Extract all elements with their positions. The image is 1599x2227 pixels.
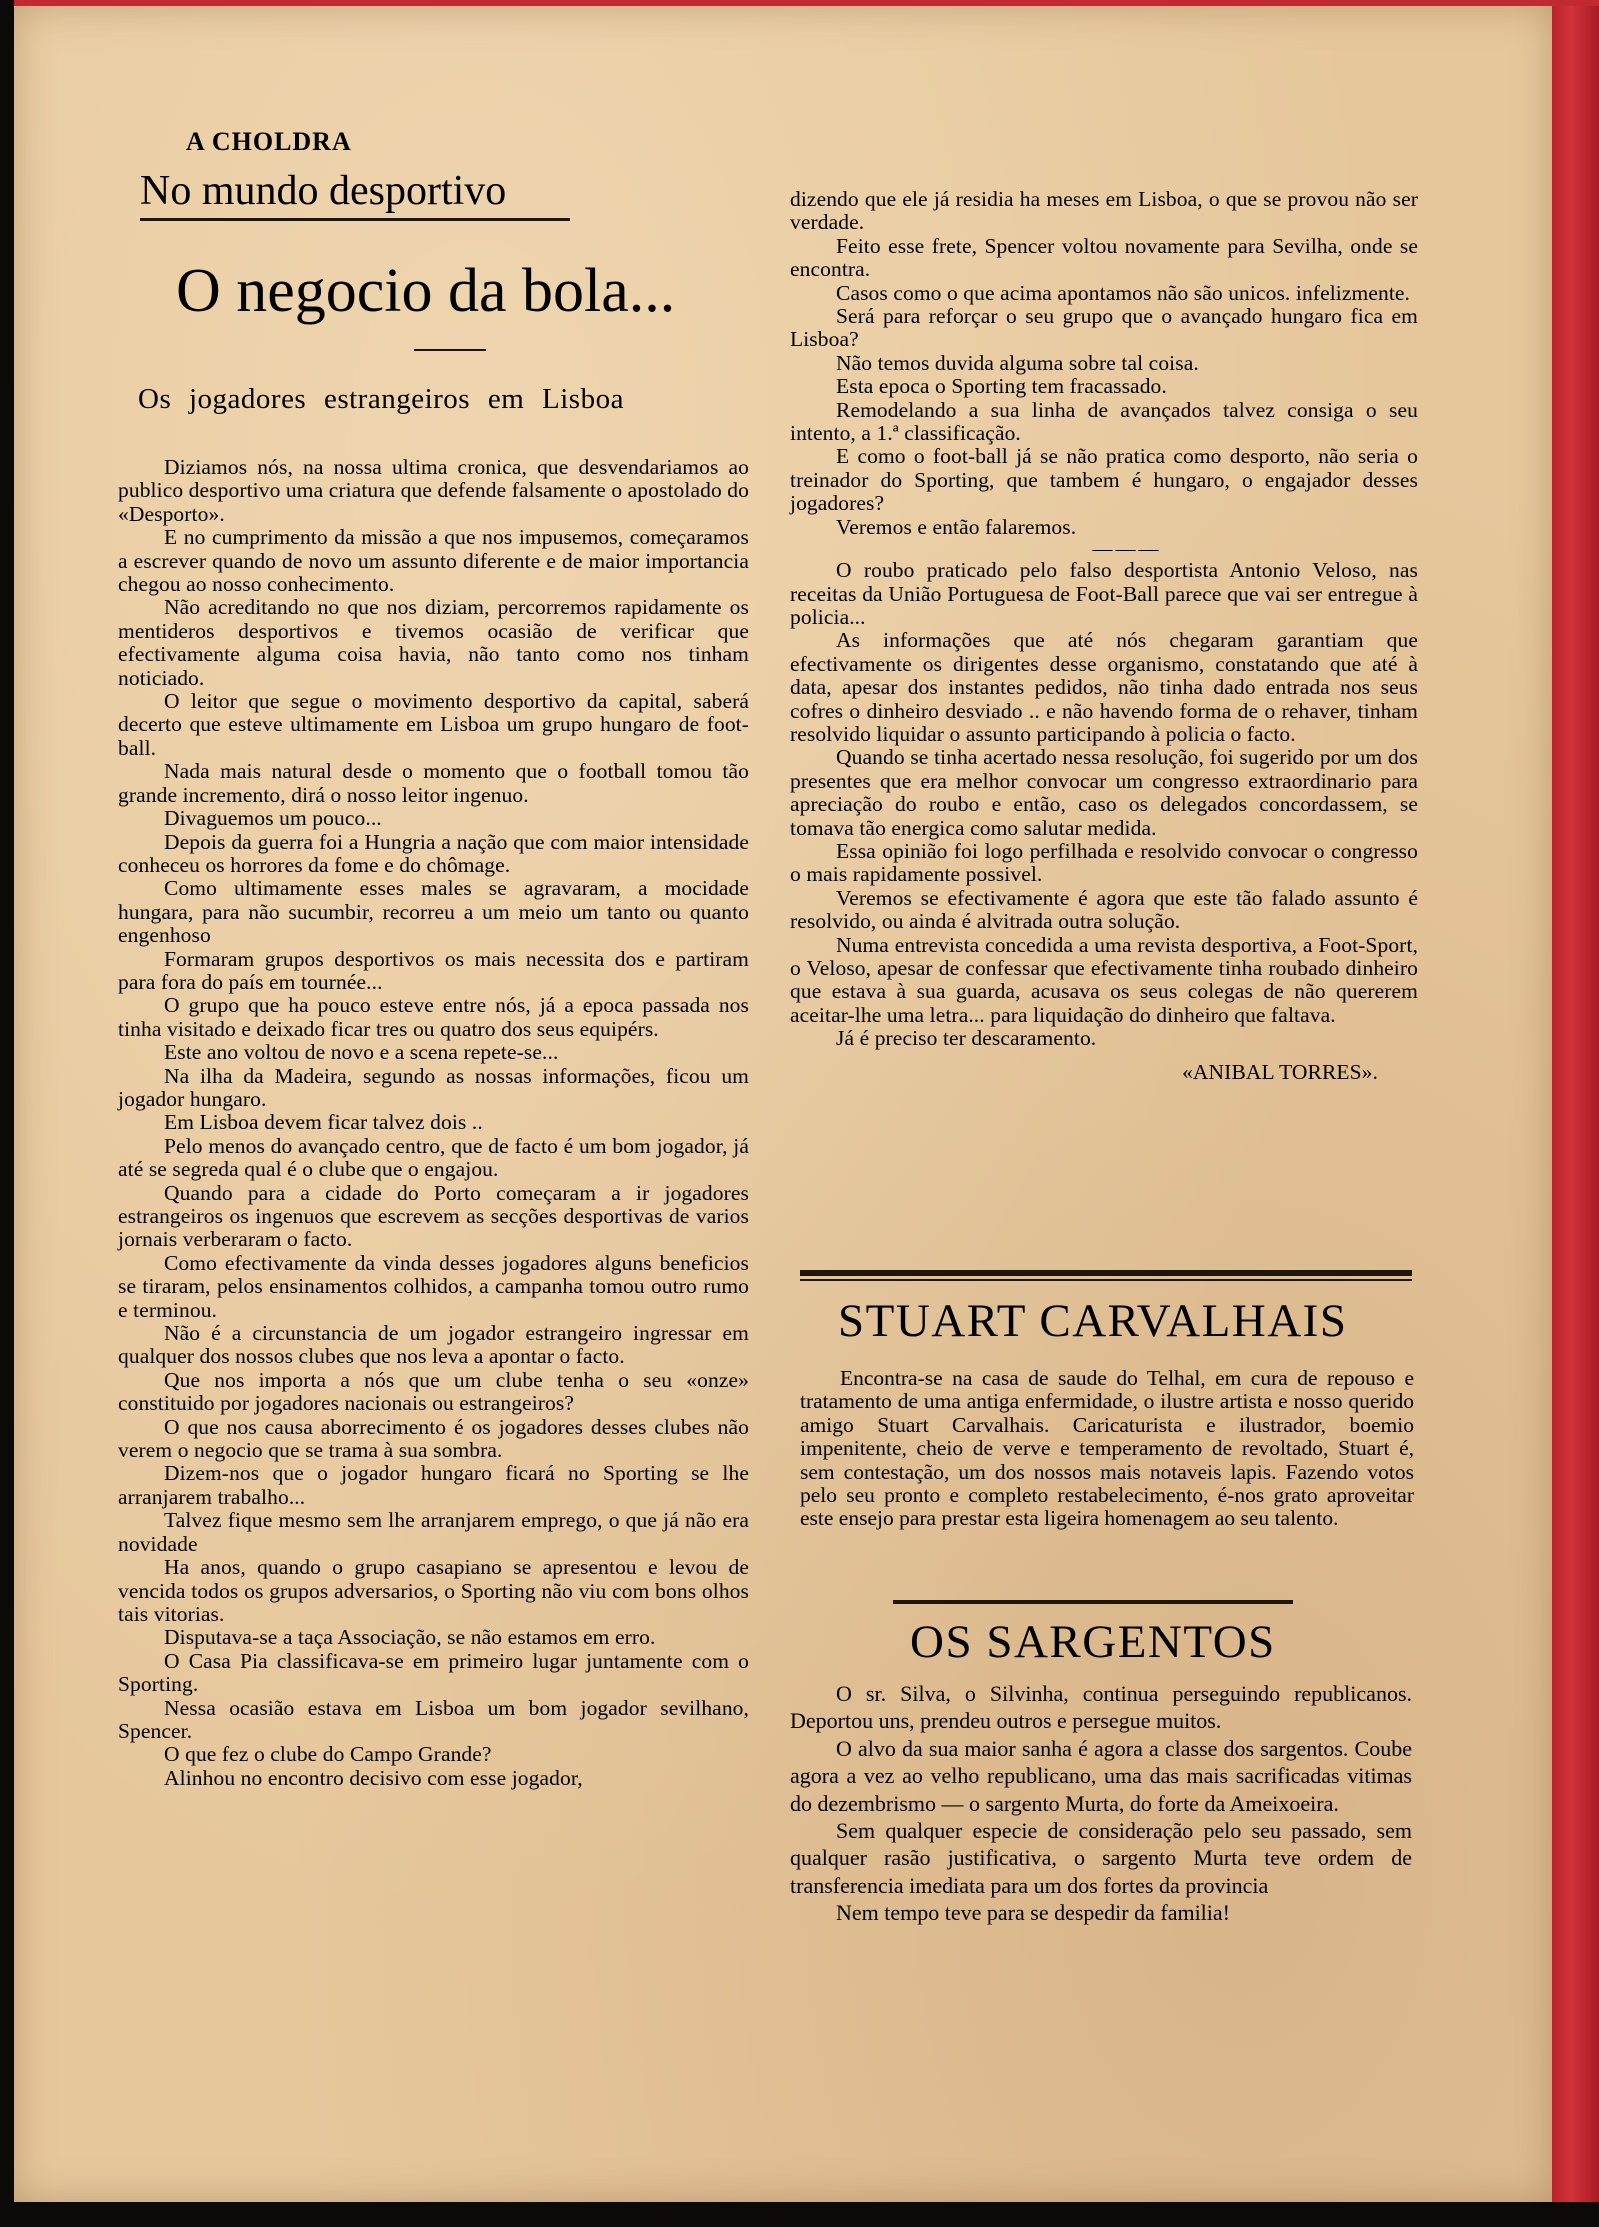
section-separator: ——— — [1092, 538, 1162, 561]
publication-header: A CHOLDRA — [186, 127, 352, 156]
paragraph: Depois da guerra foi a Hungria a nação que com maior intensidade conheceu os horrores da fome e do chômage. — [118, 829, 749, 877]
paragraph: Talvez fique mesmo sem lhe arranjarem emprego, o que já não era novidade — [118, 1508, 749, 1556]
paragraph: E como o foot-ball já se não pratica como desporto, não seria o treinador do Sporting, que tambem é hungaro, o engajador desses jogadores? — [790, 444, 1418, 516]
article-column-right — [790, 188, 1418, 1084]
author-signature: «ANIBAL TORRES». — [1182, 1059, 1378, 1084]
paragraph: Nessa ocasião estava em Lisboa um bom jogador sevilhano, Spencer. — [118, 1695, 749, 1743]
paragraph: Nem tempo teve para se despedir da familia! — [836, 1900, 1231, 1926]
paragraph: Essa opinião foi logo perfilhada e resolvido convocar o congresso o mais rapidamente possivel. — [790, 838, 1418, 887]
paragraph: Em Lisboa devem ficar talvez dois .. — [164, 1110, 483, 1135]
sargentos-title: OS SARGENTOS — [910, 1616, 1276, 1668]
paragraph: Ha anos, quando o grupo casapiano se apresentou e levou de vencida todos os grupos adversarios, o Sporting não viu com bons olhos tais vitorias. — [118, 1555, 749, 1626]
paragraph: Quando se tinha acertado nessa resolução, foi sugerido por um dos presentes que era melhor convocar um congresso extraordinario para apreciação do roubo e então, caso os delegados concordassem, se tomava tão energica como salutar medida. — [790, 745, 1418, 840]
paragraph: O que nos causa aborrecimento é os jogadores desses clubes não verem o negocio que se trama à sua sombra. — [118, 1414, 749, 1463]
paragraph: Na ilha da Madeira, segundo as nossas informações, ficou um jogador hungaro. — [118, 1063, 749, 1111]
paragraph: Não é a circunstancia de um jogador estrangeiro ingressar em qualquer dos nossos clubes que nos leva a apontar o facto. — [118, 1321, 749, 1369]
paragraph: Será para reforçar o seu grupo que o avançado hungaro fica em Lisboa? — [790, 304, 1418, 352]
paragraph: Diziamos nós, na nossa ultima cronica, que desvendariamos ao publico desportivo uma criatura que defende falsamente o apostolado do «Desporto». — [118, 455, 749, 526]
paragraph: Veremos e então falaremos. — [836, 514, 1077, 539]
paragraph: Divaguemos um pouco... — [164, 806, 382, 831]
paragraph: Dizem-nos que o jogador hungaro ficará no Sporting se lhe arranjarem trabalho... — [118, 1461, 749, 1509]
paragraph: O Casa Pia classificava-se em primeiro lugar juntamente com o Sporting. — [118, 1648, 749, 1697]
paragraph: Já é preciso ter descaramento. — [836, 1026, 1097, 1051]
article-headline: O negocio da bola... — [176, 257, 676, 325]
paragraph: Não temos duvida alguma sobre tal coisa. — [836, 350, 1199, 375]
bleed-through-area — [1484, 1186, 1544, 2086]
cover-edge — [1552, 6, 1599, 2202]
paragraph: Formaram grupos desportivos os mais necessita dos e partiram para fora do país em tournée... — [118, 946, 749, 994]
paragraph: Esta epoca o Sporting tem fracassado. — [836, 374, 1167, 399]
paragraph: Casos como o que acima apontamos não são unicos. infelizmente. — [836, 280, 1411, 305]
paragraph: O grupo que ha pouco esteve entre nós, já a epoca passada nos tinha visitado e deixado ficar tres ou quatro dos seus equipérs. — [118, 993, 749, 1041]
paragraph: Remodelando a sua linha de avançados talvez consiga o seu intento, a 1.ª classificação. — [790, 397, 1418, 446]
paragraph: E no cumprimento da missão a que nos impusemos, começaramos a escrever quando de novo um assunto diferente e de maior importancia chegou ao nosso conhecimento. — [118, 525, 749, 597]
sargentos-body — [790, 1680, 1412, 1927]
divider-rule — [800, 1270, 1412, 1276]
paragraph: O sr. Silva, o Silvinha, continua perseguindo republicanos. Deportou uns, prendeu outros e persegue muitos. — [790, 1681, 1412, 1734]
paragraph: Que nos importa a nós que um clube tenha o seu «onze» constituido por jogadores nacionais ou estrangeiros? — [118, 1367, 749, 1416]
article-subhead: Os jogadores estrangeiros em Lisboa — [138, 383, 624, 415]
paragraph: Alinhou no encontro decisivo com esse jogador, — [164, 1765, 583, 1790]
article-column-left — [118, 456, 749, 1790]
paragraph: O alvo da sua maior sanha é agora a classe dos sargentos. Coube agora a vez ao velho republicano, uma das mais sacrificadas vitimas do dezembrismo — o sargento Murta, do forte da Ameixoeira. — [790, 1735, 1412, 1816]
headline-rule — [414, 349, 486, 351]
paragraph: Numa entrevista concedida a uma revista desportiva, a Foot-Sport, o Veloso, apesar de confessar que efectivamente tinha roubado dinheiro que estava à sua guarda, acusava os seus colegas de não quererem aceitar-lhe uma letra... para liquidação do dinheiro que faltava. — [790, 932, 1418, 1027]
paragraph: Nada mais natural desde o momento que o football tomou tão grande incremento, dirá o nosso leitor ingenuo. — [118, 759, 749, 807]
paragraph: Pelo menos do avançado centro, que de facto é um bom jogador, já até se segreda qual é o clube que o engajou. — [118, 1133, 749, 1182]
paragraph: Veremos se efectivamente é agora que este tão falado assunto é resolvido, ou ainda é alvitrada outra solução. — [790, 885, 1418, 934]
paragraph: Não acreditando no que nos diziam, percorremos rapidamente os mentideros desportivos e tivemos ocasião de verificar que efectivamente alguma coisa havia, não tanto como nos tinham noticiado. — [118, 595, 749, 690]
paragraph: Feito esse frete, Spencer voltou novamente para Sevilha, onde se encontra. — [790, 233, 1418, 282]
paragraph: As informações que até nós chegaram garantiam que efectivamente os dirigentes desse organismo, constatando que até à data, apesar dos instantes pedidos, não tinha dado entrada nos seus cofres o dinheiro desviado .. e não havendo forma de o rehaver, tinham resolvido liquidar o assunto participando à policia o facto. — [790, 628, 1418, 746]
paragraph: O leitor que segue o movimento desportivo da capital, saberá decerto que esteve ultimamente em Lisboa um grupo hungaro de foot-ball. — [118, 689, 749, 760]
sargentos-rule — [893, 1600, 1293, 1604]
paragraph: Como efectivamente da vinda desses jogadores alguns beneficios se tiraram, pelos ensinamentos colhidos, a campanha tomou outro rumo e terminou. — [118, 1250, 749, 1322]
paragraph: Este ano voltou de novo e a scena repete-se... — [164, 1040, 559, 1065]
paragraph: O que fez o clube do Campo Grande? — [164, 1742, 492, 1767]
stuart-body — [800, 1367, 1414, 1531]
paragraph: Encontra-se na casa de saude do Telhal, em cura de repouso e tratamento de uma antiga enfermidade, o ilustre artista e nosso querido amigo Stuart Carvalhais. Caricaturista e ilustrador, boemio impenitente, cheio de verve e temperamento de revoltado, Stuart é, sem contestação, um dos nossos mais notaveis lapis. Fazendo votos pelo seu pronto e completo restabelecimento, é-nos grato aproveitar este ensejo para prestar esta ligeira homenagem ao seu talento. — [800, 1366, 1414, 1531]
paragraph: Como ultimamente esses males se agravaram, a mocidade hungara, para não sucumbir, recorreu a um meio um tanto ou quanto engenhoso — [118, 876, 749, 948]
paragraph: Quando para a cidade do Porto começaram a ir jogadores estrangeiros os ingenuos que escrevem as secções desportivas de varios jornais verberaram o facto. — [118, 1180, 749, 1252]
paragraph: O roubo praticado pelo falso desportista Antonio Veloso, nas receitas da União Portuguesa de Foot-Ball parece que vai ser entregue à policia... — [790, 558, 1418, 629]
stuart-title: STUART CARVALHAIS — [838, 1295, 1348, 1347]
paragraph: dizendo que ele já residia ha meses em Lisboa, o que se provou não ser verdade. — [790, 187, 1418, 235]
section-title: No mundo desportivo — [140, 166, 570, 221]
divider-rule-thin — [800, 1279, 1412, 1281]
paragraph: Disputava-se a taça Associação, se não estamos em erro. — [164, 1625, 656, 1650]
paragraph: Sem qualquer especie de consideração pelo seu passado, sem qualquer rasão justificativa, o sargento Murta teve ordem de transferencia imediata para um dos fortes da provincia — [790, 1818, 1412, 1898]
